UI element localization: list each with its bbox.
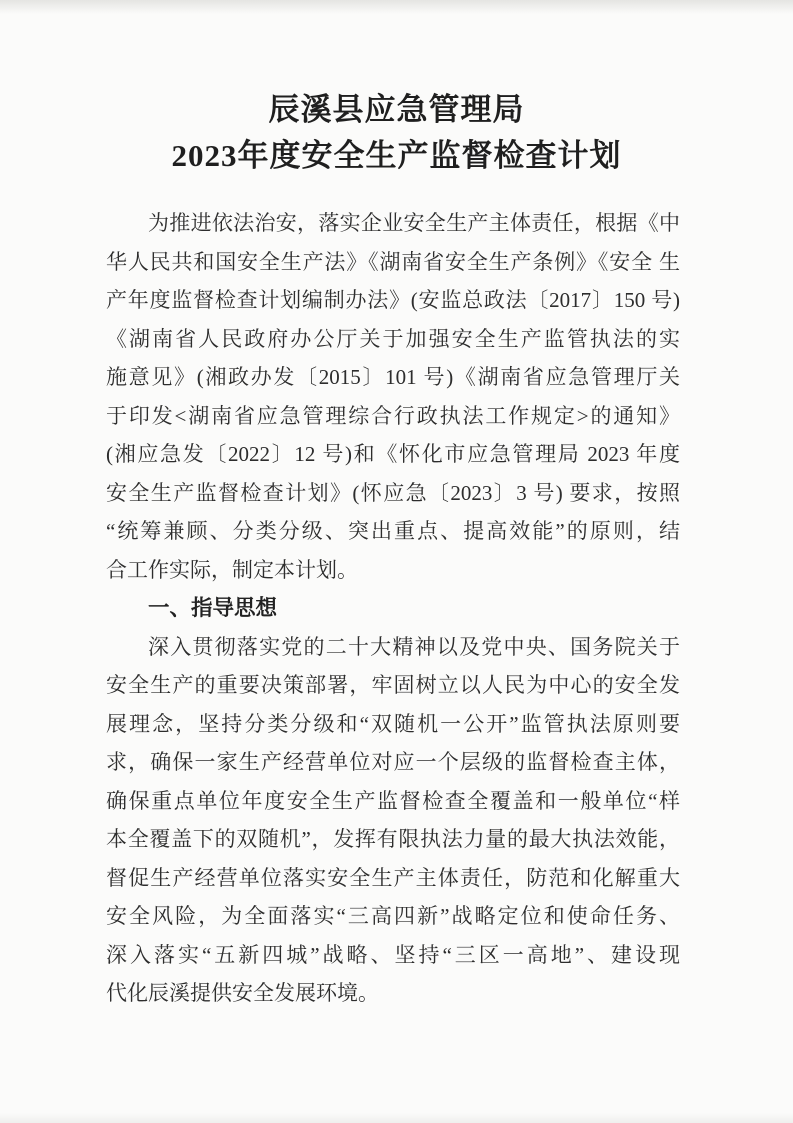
intro-paragraph-line: “统筹兼顾、分类分级、突出重点、提高效能”的原则，结	[106, 519, 680, 543]
section-1-paragraph-line: 代化辰溪提供安全发展环境。	[106, 981, 379, 1005]
section-1-paragraph-line: 深入落实“五新四城”战略、坚持“三区一高地”、建设现	[106, 942, 680, 967]
scan-edge-bottom-shadow	[0, 1113, 793, 1123]
document-title	[0, 87, 793, 179]
section-1-paragraph-line: 展理念，坚持分类分级和“双随机一公开”监管执法原则要	[106, 711, 680, 736]
intro-paragraph-line: 合工作实际，制定本计划。	[106, 557, 358, 582]
intro-paragraph-line: 华人民共和国安全生产法》《湖南省安全生产条例》《安全 生	[106, 249, 680, 274]
section-1-paragraph-line: 安全生产的重要决策部署，牢固树立以人民为中心的安全发	[106, 673, 680, 697]
section-1-paragraph-line: 确保重点单位年度安全生产监督检查全覆盖和一般单位“样	[106, 788, 680, 813]
document-title-line-1: 辰溪县应急管理局	[268, 92, 525, 127]
scan-edge-top-shadow	[0, 0, 793, 14]
intro-paragraph-line: 为推进依法治安，落实企业安全生产主体责任，根据《中	[148, 211, 680, 235]
section-1-paragraph-line: 本全覆盖下的双随机”，发挥有限执法力量的最大执法效能，	[106, 827, 680, 851]
intro-paragraph-line: 产年度监督检查计划编制办法》(安监总政法〔2017〕150 号)	[106, 288, 680, 312]
section-1-paragraph-line: 深入贯彻落实党的二十大精神以及党中央、国务院关于	[148, 634, 680, 659]
section-1-heading: 一、指导思想	[148, 596, 278, 620]
document-title-line-2: 2023年度安全生产监督检查计划	[171, 138, 622, 173]
intro-paragraph-line: 安全生产监督检查计划》(怀应急〔2023〕3 号) 要求，按照	[106, 480, 680, 505]
section-1-paragraph-line: 求，确保一家生产经营单位对应一个层级的监督检查主体，	[106, 750, 680, 774]
section-1-paragraph-line: 督促生产经营单位落实安全生产主体责任，防范和化解重大	[106, 865, 680, 890]
intro-paragraph-line: (湘应急发〔2022〕12 号)和《怀化市应急管理局 2023 年度	[106, 442, 680, 466]
intro-paragraph-line: 施意见》(湘政办发〔2015〕101 号)《湖南省应急管理厅关	[106, 365, 680, 389]
intro-paragraph-line: 《湖南省人民政府办公厅关于加强安全生产监管执法的实	[106, 326, 680, 351]
section-1-paragraph-line: 安全风险，为全面落实“三高四新”战略定位和使命任务、	[106, 904, 680, 928]
document-body	[106, 204, 680, 1013]
intro-paragraph-line: 于印发<湖南省应急管理综合行政执法工作规定>的通知》	[106, 403, 680, 428]
